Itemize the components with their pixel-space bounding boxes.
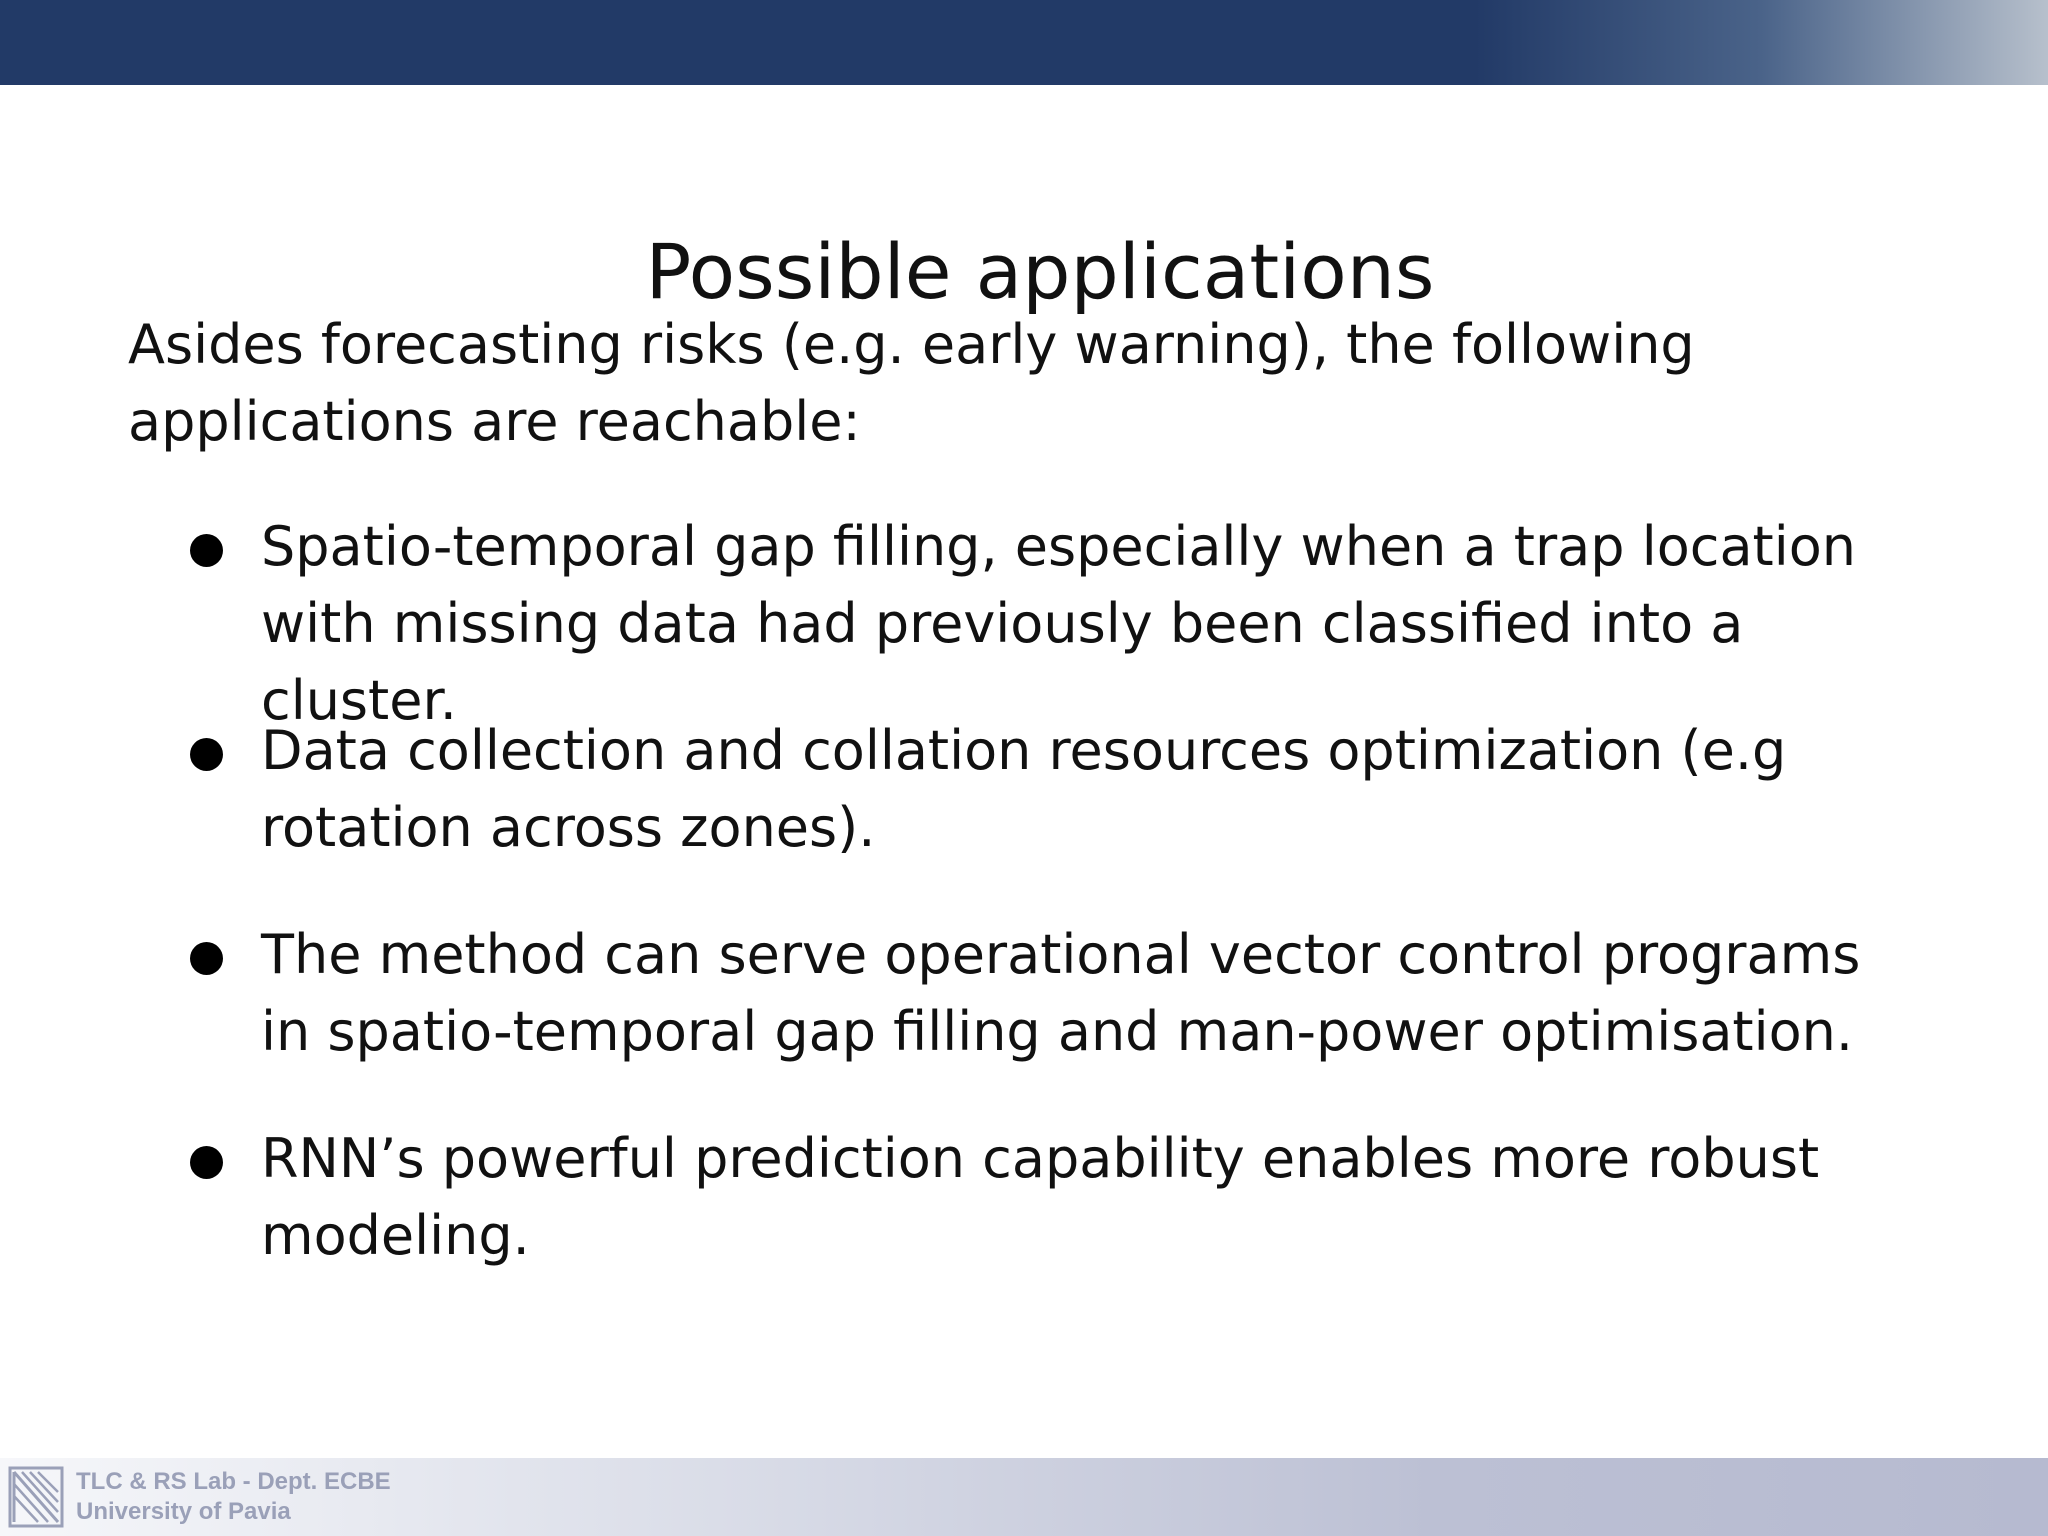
bullet-dot-icon [190, 738, 223, 771]
bullet-text: Spatio-temporal gap filling, especially when a trap location with missing data had previously been classified into a cluster. [261, 515, 1856, 732]
bullet-text: RNN’s powerful prediction capability enables more robust modeling. [261, 1127, 1820, 1267]
slide-title: Possible applications [645, 227, 1435, 316]
university-logo-icon [8, 1466, 64, 1528]
bullet-text: Data collection and collation resources optimization (e.g rotation across zones). [261, 719, 1787, 859]
bullet-dot-icon [190, 534, 223, 567]
intro-paragraph: Asides forecasting risks (e.g. early warning), the following applications are reachable: [128, 313, 1695, 453]
footer-university-name: University of Pavia [76, 1498, 291, 1525]
bullet-dot-icon [190, 942, 223, 975]
bullet-text: The method can serve operational vector control programs in spatio-temporal gap filling and man-power optimisation. [261, 923, 1861, 1063]
footer-lab-name: TLC & RS Lab - Dept. ECBE [76, 1468, 391, 1495]
header-bar [0, 0, 2048, 85]
bullet-dot-icon [190, 1146, 223, 1179]
